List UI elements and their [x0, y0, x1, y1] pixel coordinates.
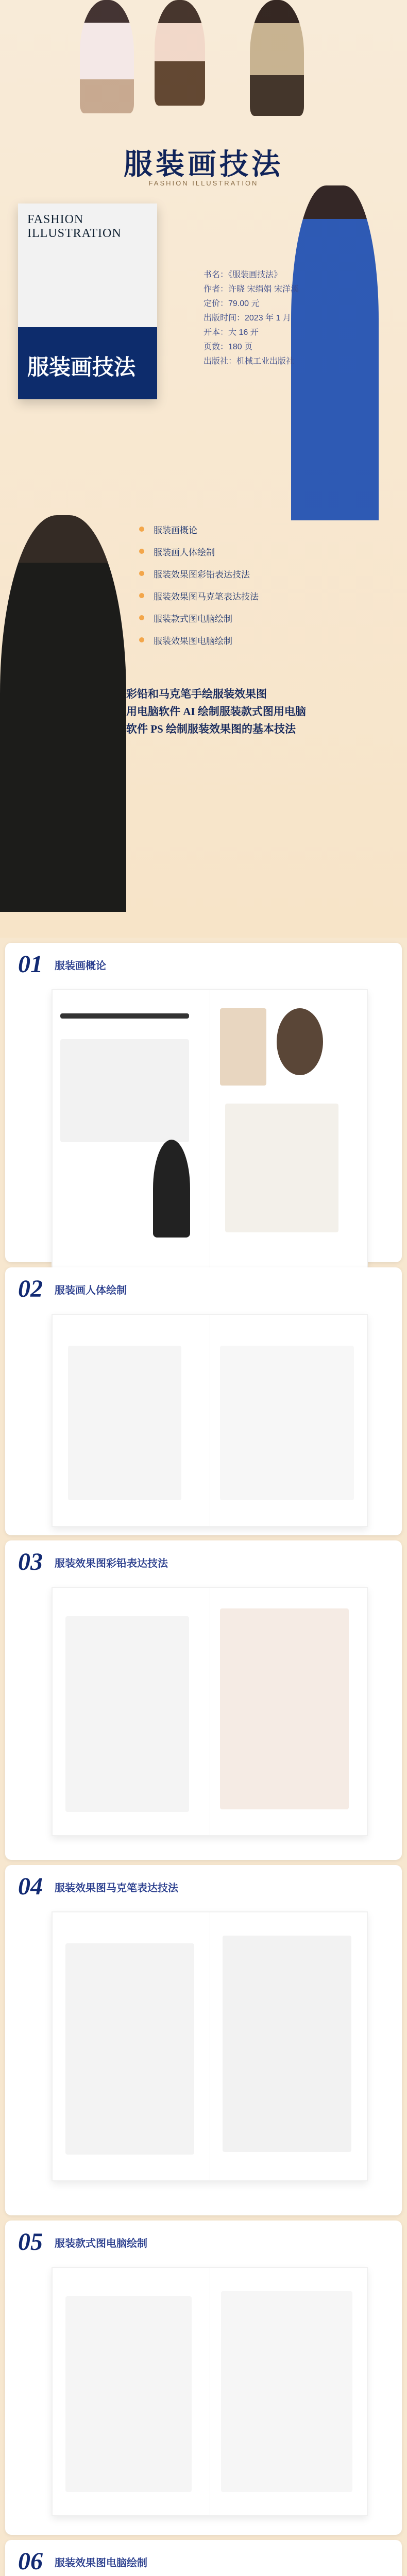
- section-number: 02: [18, 1275, 43, 1302]
- section-number: 01: [18, 951, 43, 978]
- section-card: [5, 2221, 402, 2535]
- book-cover-title-zh: 服装画技法: [27, 356, 136, 380]
- section-title: 服装效果图马克笔表达技法: [55, 1883, 178, 1894]
- section-card: [5, 943, 402, 1262]
- book-spread: [52, 1587, 368, 1836]
- book-spread: [52, 989, 368, 1280]
- fashion-figure-illustration: [80, 0, 134, 113]
- section-title: 服装画人体绘制: [55, 1285, 127, 1296]
- section-card: [5, 1267, 402, 1535]
- section-card: [5, 1865, 402, 2215]
- section-number: 06: [18, 2548, 43, 2575]
- book-info-title: 书名：《服装画技法》: [204, 270, 282, 279]
- book-cover-title-en: FASHION ILLUSTRATION: [27, 213, 122, 240]
- section-title: 服装款式图电脑绘制: [55, 2238, 147, 2249]
- slogan-line: 用电脑软件 AI 绘制服装款式图用电脑: [126, 705, 306, 718]
- feature-item: 服装画人体绘制: [139, 545, 407, 558]
- section-card: [5, 1540, 402, 1860]
- section-title: 服装画概论: [55, 960, 106, 972]
- book-page-left: [53, 990, 210, 1279]
- book-spread: [52, 2267, 368, 2516]
- book-info-format: 开本：大 16 开: [204, 328, 259, 337]
- book-info: [204, 268, 327, 369]
- fashion-figure-illustration: [155, 0, 205, 106]
- fashion-figure-illustration: [250, 0, 304, 116]
- section-number: 03: [18, 1548, 43, 1575]
- section-number: 04: [18, 1873, 43, 1900]
- book-page-right: [210, 1315, 367, 1526]
- book-page-left: [53, 1912, 210, 2180]
- book-page-left: [53, 1588, 210, 1835]
- feature-item: 服装效果图电脑绘制: [139, 634, 407, 647]
- section-number: 05: [18, 2228, 43, 2256]
- book-info-publisher: 出版社：机械工业出版社: [204, 357, 295, 366]
- slogan-line: 软件 PS 绘制服装效果图的基本技法: [126, 723, 296, 735]
- book-page-right: [210, 1588, 367, 1835]
- book-info-price: 定价：79.00 元: [204, 299, 260, 308]
- book-info-date: 出版时间：2023 年 1 月: [204, 314, 291, 323]
- hero-section: [0, 0, 407, 938]
- book-page-left: [53, 2268, 210, 2515]
- section-title: 服装效果图彩铅表达技法: [55, 1558, 168, 1569]
- book-page-right: [210, 990, 367, 1279]
- feature-list: [139, 523, 407, 656]
- feature-item: 服装效果图马克笔表达技法: [139, 589, 407, 602]
- book-page-right: [210, 2268, 367, 2515]
- book-spread: [52, 1911, 368, 2181]
- book-page-left: [53, 1315, 210, 1526]
- book-info-authors: 作者：许晓 宋绢娟 宋洋溪: [204, 285, 299, 294]
- feature-item: 服装效果图彩铅表达技法: [139, 567, 407, 580]
- feature-item: 服装款式图电脑绘制: [139, 612, 407, 624]
- slogan-line: 彩铅和马克笔手绘服装效果图: [126, 688, 267, 700]
- slogan: [126, 685, 389, 738]
- book-page-right: [210, 1912, 367, 2180]
- book-info-pages: 页数：180 页: [204, 343, 253, 351]
- section-card: [5, 2540, 402, 2576]
- page-subtitle: FASHION ILLUSTRATION: [148, 179, 259, 187]
- section-title: 服装效果图电脑绘制: [55, 2557, 147, 2569]
- book-cover: [18, 204, 157, 399]
- book-spread: [52, 1314, 368, 1527]
- feature-item: 服装画概论: [139, 523, 407, 536]
- black-dress-illustration: [0, 515, 126, 912]
- page-title: 服装画技法: [124, 149, 283, 181]
